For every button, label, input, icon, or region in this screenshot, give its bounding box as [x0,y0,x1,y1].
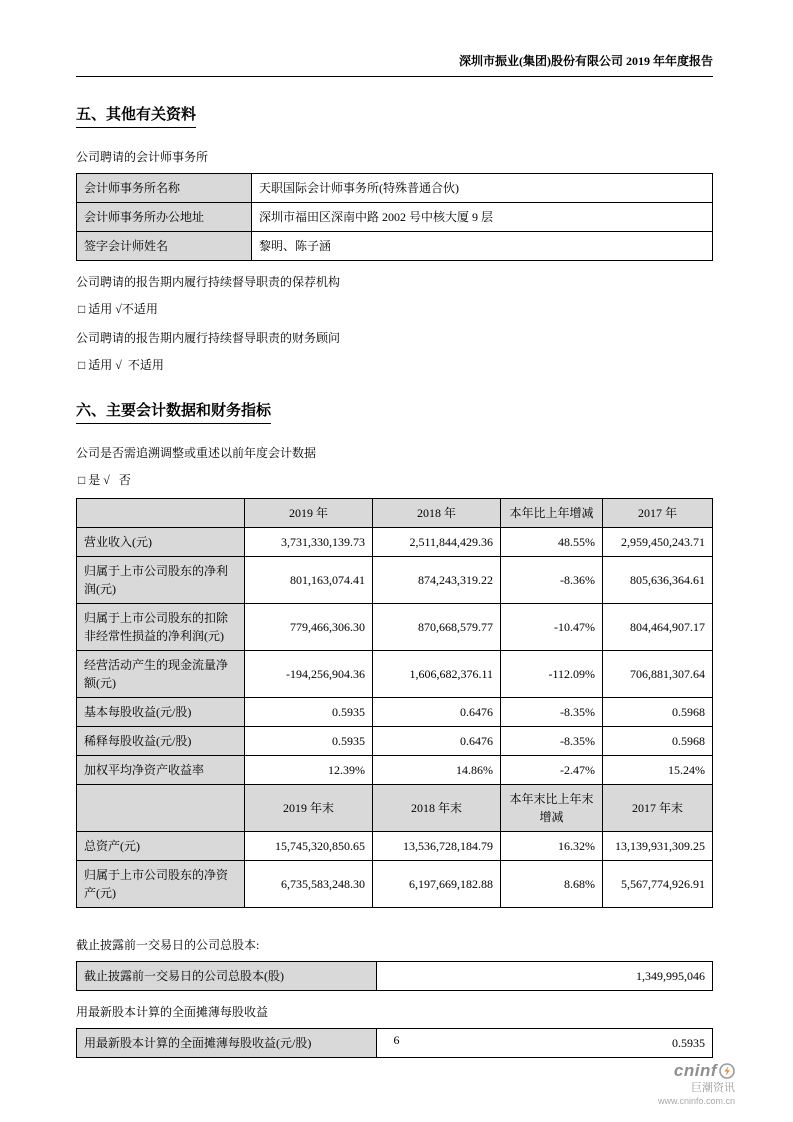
value-cell: 48.55% [501,528,603,557]
value-cell: -2.47% [501,756,603,785]
value-cell: 0.5935 [245,698,373,727]
table-row [77,861,713,908]
header-cell: 2017 年 [603,499,713,528]
row-label-cell: 基本每股收益(元/股) [77,698,245,727]
value-cell: 870,668,579.77 [373,604,501,651]
value-cell: -8.36% [501,557,603,604]
row-label-cell: 归属于上市公司股东的净资产(元) [77,861,245,908]
advisor-options: □ 适用 √ 不适用 [78,358,164,372]
value-cell: 16.32% [501,832,603,861]
value-cell: 13,536,728,184.79 [373,832,501,861]
value-cell: 0.6476 [373,698,501,727]
table-row [77,174,713,203]
row-label-cell: 会计师事务所办公地址 [77,203,252,232]
table-row [77,232,713,261]
cninfo-url: www.cninfo.com.cn [657,1095,735,1106]
section-5-heading-text: 五、其他有关资料 [76,103,196,128]
row-label-cell: 稀释每股收益(元/股) [77,727,245,756]
value-cell: 706,881,307.64 [603,651,713,698]
value-cell: 874,243,319.22 [373,557,501,604]
row-label-cell: 总资产(元) [77,832,245,861]
share-capital-intro: 截止披露前一交易日的公司总股本: [76,938,260,952]
value-cell: 801,163,074.41 [245,557,373,604]
diluted-eps-intro: 用最新股本计算的全面摊薄每股收益 [76,1005,269,1019]
row-label-cell: 签字会计师姓名 [77,232,252,261]
row-label-cell: 截止披露前一交易日的公司总股本(股) [77,962,377,991]
header-cell: 2019 年末 [245,785,373,832]
cninfo-logo [658,1061,735,1106]
row-label-cell: 用最新股本计算的全面摊薄每股收益(元/股) [77,1029,377,1058]
page-number: 6 [393,1033,400,1047]
value-cell: -112.09% [501,651,603,698]
restate-text: 公司是否需追溯调整或重述以前年度会计数据 [76,446,317,460]
row-label-cell: 归属于上市公司股东的净利润(元) [77,557,245,604]
value-cell: 15,745,320,850.65 [245,832,373,861]
cninfo-name: 巨潮资讯 [691,1082,735,1095]
header-cell [77,785,245,832]
row-label-cell: 会计师事务所名称 [77,174,252,203]
table-row [77,528,713,557]
value-cell: 深圳市福田区深南中路 2002 号中核大厦 9 层 [252,203,713,232]
value-cell: 1,606,682,376.11 [373,651,501,698]
row-label-cell: 归属于上市公司股东的扣除非经常性损益的净利润(元) [77,604,245,651]
value-cell: 13,139,931,309.25 [603,832,713,861]
value-cell: 0.5968 [603,727,713,756]
accountant-intro: 公司聘请的会计师事务所 [76,150,209,164]
value-cell: 779,466,306.30 [245,604,373,651]
header-cell: 2018 年末 [373,785,501,832]
section-6-heading-text: 六、主要会计数据和财务指标 [76,399,271,424]
header-cell: 2019 年 [245,499,373,528]
advisor-text: 公司聘请的报告期内履行持续督导职责的财务顾问 [76,331,341,345]
cninfo-logo-icon [719,1063,735,1079]
report-title: 深圳市振业(集团)股份有限公司 2019 年年度报告 [459,54,713,68]
value-cell: 0.5935 [245,727,373,756]
value-cell: -194,256,904.36 [245,651,373,698]
value-cell: 6,197,669,182.88 [373,861,501,908]
table-row [77,557,713,604]
table-row [77,727,713,756]
value-cell: -10.47% [501,604,603,651]
value-cell: 3,731,330,139.73 [245,528,373,557]
value-cell: 0.6476 [373,727,501,756]
table-header-row [77,785,713,832]
table-row [77,203,713,232]
cninfo-brand-text: cninf [673,1061,717,1081]
value-cell: 黎明、陈子涵 [252,232,713,261]
cninfo-brand-line [658,1061,735,1081]
table-row [77,651,713,698]
value-cell: 6,735,583,248.30 [245,861,373,908]
value-cell: 2,959,450,243.71 [603,528,713,557]
header-cell: 2017 年末 [603,785,713,832]
header-cell: 本年末比上年末增减 [501,785,603,832]
section-6-heading [76,399,713,424]
value-cell: 5,567,774,926.91 [603,861,713,908]
sponsor-text: 公司聘请的报告期内履行持续督导职责的保荐机构 [76,275,341,289]
header-cell: 本年比上年增减 [501,499,603,528]
document-header [76,52,713,77]
row-label-cell: 加权平均净资产收益率 [77,756,245,785]
row-label-cell: 营业收入(元) [77,528,245,557]
header-cell: 2018 年 [373,499,501,528]
value-cell: 1,349,995,046 [377,962,713,991]
table-header-row [77,499,713,528]
table-row [77,604,713,651]
value-cell: -8.35% [501,698,603,727]
sponsor-options: □ 适用 √不适用 [78,302,158,316]
value-cell: 0.5968 [603,698,713,727]
value-cell: 805,636,364.61 [603,557,713,604]
value-cell: 804,464,907.17 [603,604,713,651]
financial-indicators-table [76,498,713,908]
table-row [77,698,713,727]
row-label-cell: 经营活动产生的现金流量净额(元) [77,651,245,698]
value-cell: 14.86% [373,756,501,785]
header-cell [77,499,245,528]
restate-options: □ 是 √ 否 [78,473,131,487]
share-capital-table [76,961,713,991]
value-cell: -8.35% [501,727,603,756]
value-cell: 2,511,844,429.36 [373,528,501,557]
value-cell: 15.24% [603,756,713,785]
value-cell: 0.5935 [377,1029,713,1058]
table-row [77,756,713,785]
table-row [77,832,713,861]
value-cell: 天职国际会计师事务所(特殊普通合伙) [252,174,713,203]
table-row [77,962,713,991]
accountant-table [76,173,713,261]
value-cell: 8.68% [501,861,603,908]
value-cell: 12.39% [245,756,373,785]
section-5-heading [76,103,713,128]
